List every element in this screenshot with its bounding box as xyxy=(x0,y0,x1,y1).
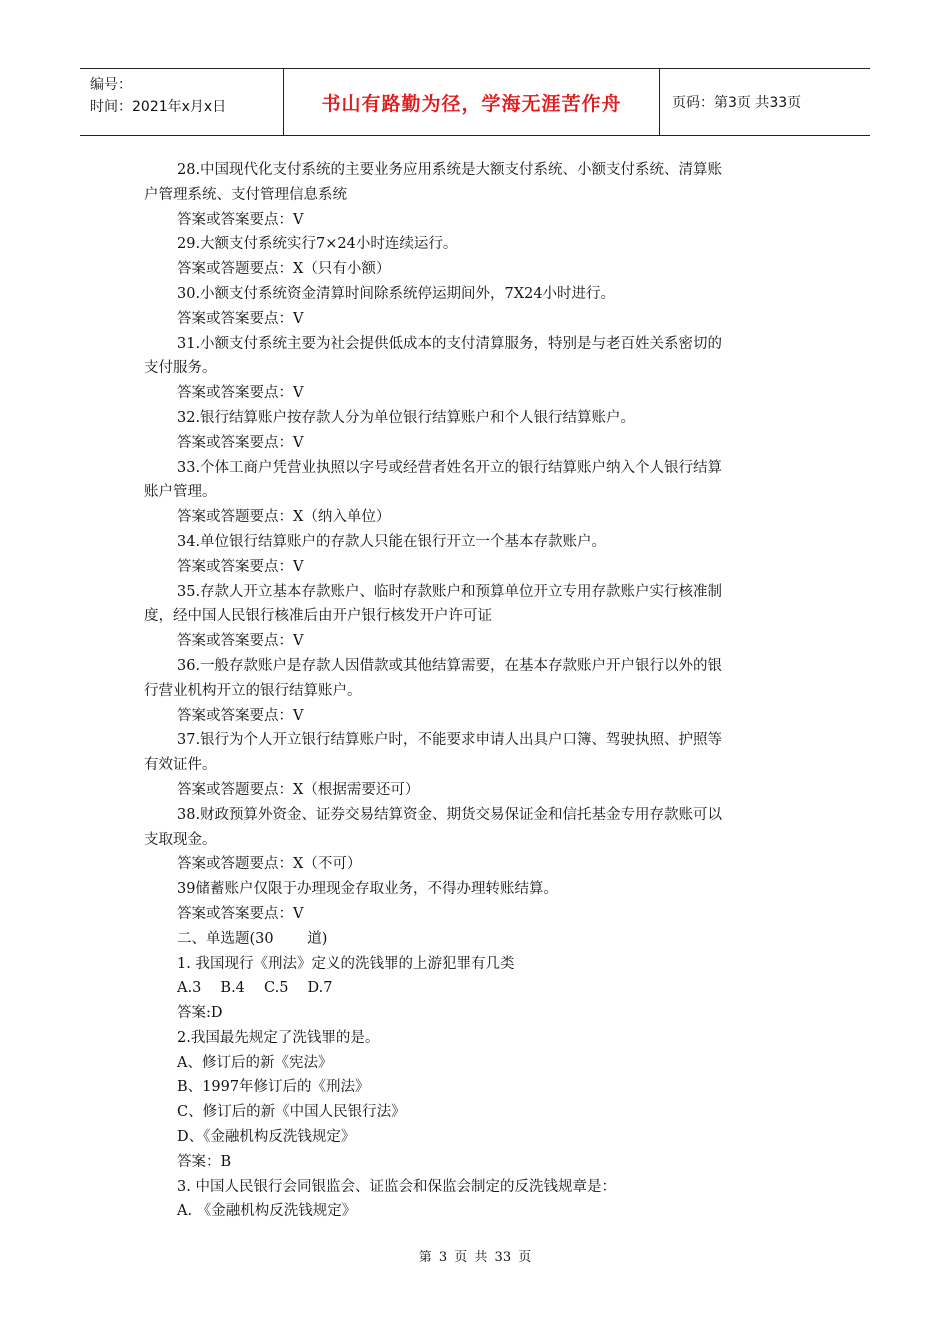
serial-label: 编号： xyxy=(90,77,132,93)
text-line: 33.个体工商户凭营业执照以字号或经营者姓名开立的银行结算账户纳入个人银行结算 xyxy=(177,459,723,476)
text-line: 户管理系统、支付管理信息系统 xyxy=(144,186,347,203)
header-motto-cell xyxy=(284,69,660,135)
text-line: 答案或答题要点：X（根据需要还可） xyxy=(177,781,420,798)
text-line: 1. 我国现行《刑法》定义的洗钱罪的上游犯罪有几类 xyxy=(177,955,515,972)
text-line: A. 《金融机构反洗钱规定》 xyxy=(177,1203,357,1220)
text-line: 答案或答案要点：V xyxy=(177,211,304,228)
text-line: 答案或答案要点：V xyxy=(177,434,304,451)
document-body xyxy=(144,158,808,1224)
text-line: 34.单位银行结算账户的存款人只能在银行开立一个基本存款账户。 xyxy=(177,533,607,550)
text-line: 答案或答案要点：V xyxy=(177,385,304,402)
page-header xyxy=(80,68,870,136)
text-line: 39储蓄账户仅限于办理现金存取业务，不得办理转账结算。 xyxy=(177,881,558,898)
text-line: 有效证件。 xyxy=(144,757,217,774)
text-line: A.3 B.4 C.5 D.7 xyxy=(177,980,333,997)
text-line: 2.我国最先规定了洗钱罪的是。 xyxy=(177,1029,380,1046)
text-line: 答案或答题要点：X（不可） xyxy=(177,856,362,873)
text-line: 答案或答案要点：V xyxy=(177,633,304,650)
text-line: 答案或答题要点：X（纳入单位） xyxy=(177,509,391,526)
text-line: 32.银行结算账户按存款人分为单位银行结算账户和个人银行结算账户。 xyxy=(177,409,636,426)
text-line: 28.中国现代化支付系统的主要业务应用系统是大额支付系统、小额支付系统、清算账 xyxy=(177,162,723,178)
motto-text: 书山有路勤为径，学海无涯苦作舟 xyxy=(321,92,622,115)
footer-page-number: 第 3 页 共 33 页 xyxy=(418,1250,532,1265)
page-info-text: 页码：第3页 共33页 xyxy=(672,95,802,111)
text-line: 38.财政预算外资金、证券交易结算资金、期货交易保证金和信托基金专用存款账可以 xyxy=(177,806,723,823)
text-line: 30.小额支付系统资金清算时间除系统停运期间外，7X24小时进行。 xyxy=(177,285,616,302)
text-line: 支取现金。 xyxy=(144,831,217,848)
text-line: A、修订后的新《宪法》 xyxy=(177,1054,333,1071)
text-line: 37.银行为个人开立银行结算账户时，不能要求申请人出具户口簿、驾驶执照、护照等 xyxy=(177,732,723,749)
text-line: 3. 中国人民银行会同银监会、证监会和保监会制定的反洗钱规章是： xyxy=(177,1178,616,1195)
text-line: 行营业机构开立的银行结算账户。 xyxy=(144,682,362,699)
text-line: 35.存款人开立基本存款账户、临时存款账户和预算单位开立专用存款账户实行核准制 xyxy=(177,583,723,600)
header-meta-cell xyxy=(80,69,284,135)
text-line: 答案或答案要点：V xyxy=(177,707,304,724)
text-line: 二、单选题(30 道) xyxy=(177,930,328,947)
text-line: 31.小额支付系统主要为社会提供低成本的支付清算服务，特别是与老百姓关系密切的 xyxy=(177,335,723,352)
text-line: 36.一般存款账户是存款人因借款或其他结算需要，在基本存款账户开户银行以外的银 xyxy=(177,657,723,674)
text-line: D、《金融机构反洗钱规定》 xyxy=(177,1129,356,1146)
text-line: C、修订后的新《中国人民银行法》 xyxy=(177,1104,406,1121)
text-line: 支付服务。 xyxy=(144,360,217,377)
text-line: B、1997年修订后的《刑法》 xyxy=(177,1079,370,1096)
text-line: 账户管理。 xyxy=(144,484,217,501)
text-line: 答案或答案要点：V xyxy=(177,558,304,575)
text-line: 答案：B xyxy=(177,1153,232,1170)
page-footer xyxy=(0,1246,950,1265)
text-line: 答案或答案要点：V xyxy=(177,905,304,922)
date-text: 时间：2021年x月x日 xyxy=(90,99,227,115)
text-line: 答案:D xyxy=(177,1005,223,1022)
text-line: 度，经中国人民银行核准后由开户银行核发开户许可证 xyxy=(144,608,492,625)
text-line: 29.大额支付系统实行7×24小时连续运行。 xyxy=(177,236,458,253)
text-line: 答案或答题要点：X（只有小额） xyxy=(177,261,391,278)
text-line: 答案或答案要点：V xyxy=(177,310,304,327)
header-page-cell xyxy=(660,69,870,135)
